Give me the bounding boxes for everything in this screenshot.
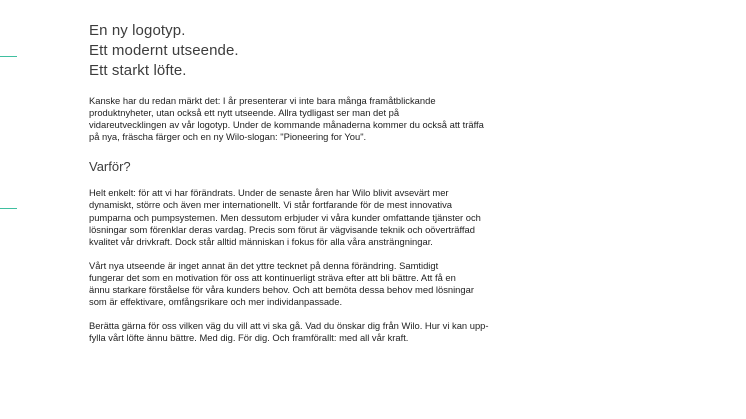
intro-paragraph	[89, 95, 609, 143]
text-line: produktnyheter, utan också ett nytt utseende. Allra tydligast ser man det på	[89, 107, 400, 119]
text-line: Kanske har du redan märkt det: I år presenterar vi inte bara många framåtblickande	[89, 95, 436, 106]
headline-line: En ny logotyp.	[89, 22, 186, 39]
accent-divider-middle	[0, 208, 17, 209]
text-line: vidareutvecklingen av vår logotyp. Under de kommande månaderna kommer du också att träffa	[89, 119, 484, 131]
text-line: Vårt nya utseende är inget annat än det yttre tecknet på denna förändring. Samtidigt	[89, 259, 439, 271]
text-line: på nya, fräscha färger och en ny Wilo-slogan: "Pioneering for You".	[89, 131, 367, 143]
text-line: som är effektivare, omfångsrikare och mer individanpassade.	[89, 296, 343, 308]
section-title: Varför?	[89, 159, 131, 175]
text-line: lösningar som förenklar deras vardag. Precis som förut är vägvisande teknik och oöverträffad	[89, 223, 475, 235]
body-paragraph-1	[89, 187, 609, 247]
text-line: pumparna och pumpsystemen. Men dessutom erbjuder vi våra kunder omfattande tjänster och	[89, 211, 481, 223]
headline-line: Ett modernt utseende.	[89, 42, 239, 59]
text-line: fylla vårt löfte ännu bättre. Med dig. För dig. Och framförallt: med all vår kraft.	[89, 332, 409, 344]
page-headline	[89, 21, 609, 81]
text-line: Berätta gärna för oss vilken väg du vill att vi ska gå. Vad du önskar dig från Wilo. Hur vi kan upp-	[89, 320, 489, 332]
text-line: fungerar det som en motivation för oss att kontinuerligt sträva efter att bli bättre. Att få en	[89, 271, 456, 283]
headline-line: Ett starkt löfte.	[89, 62, 187, 79]
text-line: Helt enkelt: för att vi har förändrats. Under de senaste åren har Wilo blivit avsevärt mer	[89, 187, 449, 199]
document-body	[89, 21, 609, 344]
accent-divider-top	[0, 56, 17, 57]
text-line: kvalitet vår drivkraft. Dock står alltid människan i fokus för alla våra ansträngningar.	[89, 235, 433, 247]
text-line: ännu starkare förståelse för våra kunders behov. Och att bemöta dessa behov med lösningar	[89, 284, 474, 296]
body-paragraph-2	[89, 260, 609, 308]
body-paragraph-3	[89, 320, 609, 344]
text-line: dynamiskt, större och även mer internationellt. Vi står fortfarande för de mest innovativa	[89, 199, 453, 211]
